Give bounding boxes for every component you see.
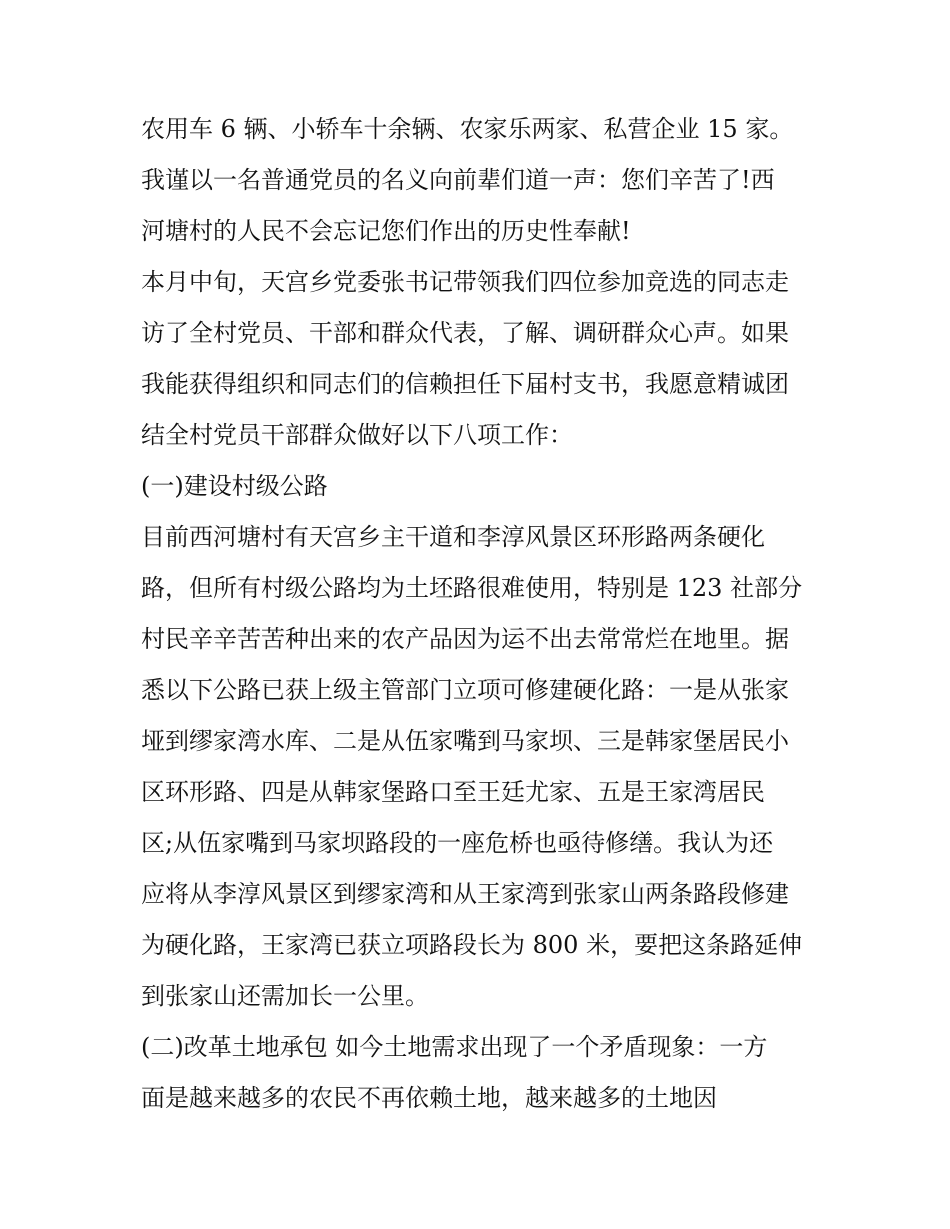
text-line: 访了全村党员、干部和群众代表，了解、调研群众心声。如果 bbox=[141, 319, 789, 347]
text-line: 目前西河塘村有天宫乡主干道和李淳风景区环形路两条硬化 bbox=[141, 523, 765, 551]
text-line: 村民辛辛苦苦种出来的农产品因为运不出去常常烂在地里。据 bbox=[141, 625, 789, 653]
text-line: 面是越来越多的农民不再依赖土地，越来越多的土地因 bbox=[141, 1084, 717, 1112]
text-line: 悉以下公路已获上级主管部门立项可修建硬化路：一是从张家 bbox=[141, 676, 789, 704]
text-line: 农用车 6 辆、小轿车十余辆、农家乐两家、私营企业 15 家。 bbox=[141, 115, 794, 143]
text-line: 区;从伍家嘴到马家坝路段的一座危桥也亟待修缮。我认为还 bbox=[141, 829, 774, 857]
text-line: 到张家山还需加长一公里。 bbox=[141, 982, 429, 1010]
section-heading: (二)改革土地承包 如今土地需求出现了一个矛盾现象：一方 bbox=[141, 1033, 768, 1061]
text-line: 我谨以一名普通党员的名义向前辈们道一声：您们辛苦了!西 bbox=[141, 166, 775, 194]
document-body bbox=[141, 104, 821, 1124]
section-heading: (一)建设村级公路 bbox=[141, 472, 328, 500]
text-line: 路，但所有村级公路均为土坯路很难使用，特别是 123 社部分 bbox=[141, 574, 803, 602]
text-line: 本月中旬，天宫乡党委张书记带领我们四位参加竞选的同志走 bbox=[141, 268, 789, 296]
text-line: 为硬化路，王家湾已获立项路段长为 800 米，要把这条路延伸 bbox=[141, 931, 803, 959]
text-line: 垭到缪家湾水库、二是从伍家嘴到马家坝、三是韩家堡居民小 bbox=[141, 727, 789, 755]
text-line: 河塘村的人民不会忘记您们作出的历史性奉献! bbox=[141, 217, 631, 245]
text-line: 区环形路、四是从韩家堡路口至王廷尤家、五是王家湾居民 bbox=[141, 778, 765, 806]
text-line: 结全村党员干部群众做好以下八项工作： bbox=[141, 421, 573, 449]
text-line: 我能获得组织和同志们的信赖担任下届村支书，我愿意精诚团 bbox=[141, 370, 789, 398]
text-line: 应将从李淳风景区到缪家湾和从王家湾到张家山两条路段修建 bbox=[141, 880, 789, 908]
